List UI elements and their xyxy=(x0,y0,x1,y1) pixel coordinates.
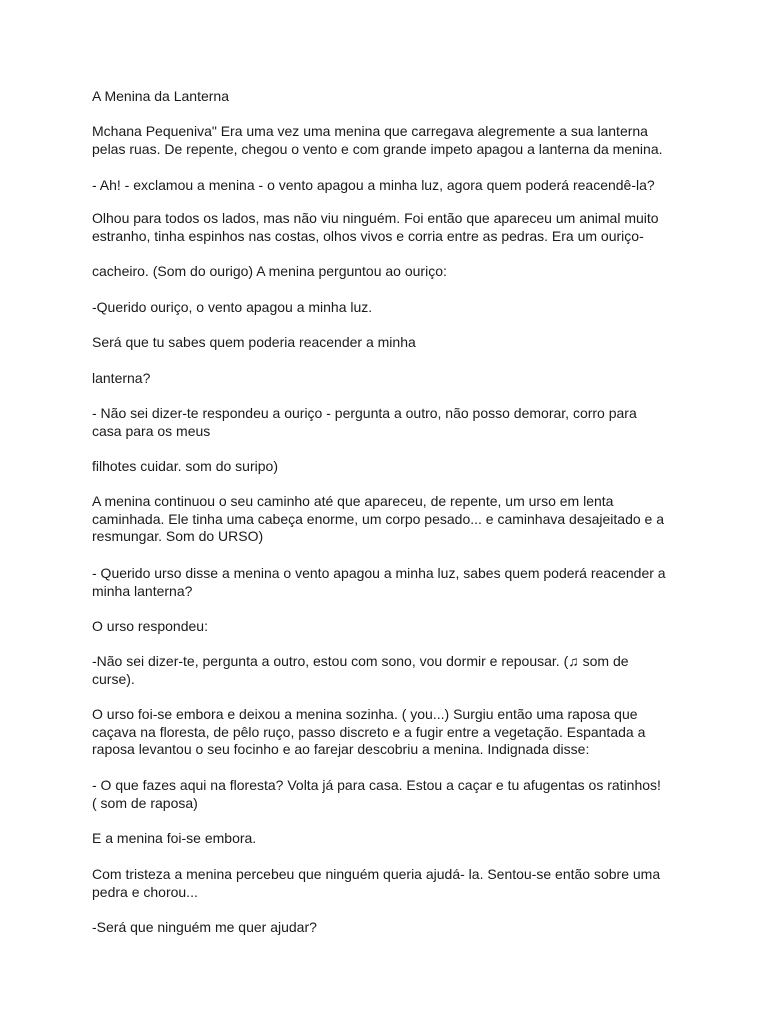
paragraph-line: A menina continuou o seu caminho até que apareceu, de repente, um urso em lenta xyxy=(92,493,614,509)
paragraph-line: Será que tu sabes quem poderia reacender a minha xyxy=(92,334,416,350)
paragraph-15 xyxy=(92,777,692,812)
paragraph-line: lanterna? xyxy=(92,370,151,386)
paragraph-3 xyxy=(92,210,692,245)
paragraph-line: - O que fazes aqui na floresta? Volta já para casa. Estou a caçar e tu afugentas os ratinhos! xyxy=(92,777,661,793)
paragraph-line: -Será que ninguém me quer ajudar? xyxy=(92,919,317,935)
paragraph-line: caminhada. Ele tinha uma cabeça enorme, um corpo pesado... e caminhava desajeitado e a xyxy=(92,510,665,527)
paragraph-14 xyxy=(92,706,692,759)
paragraph-8 xyxy=(92,405,692,440)
paragraph-line: - Ah! - exclamou a menina - o vento apagou a minha luz, agora quem poderá reacendê-la? xyxy=(92,177,655,193)
paragraph-line: caçava na floresta, de pêlo ruço, passo discreto e a fugir entre a vegetação. Espantada a xyxy=(92,723,646,740)
paragraph-line: pelas ruas. De repente, chegou o vento e com grande impeto apagou a lanterna da menina. xyxy=(92,140,663,157)
paragraph-line: Mchana Pequeniva" Era uma vez uma menina que carregava alegremente a sua lanterna xyxy=(92,123,648,139)
paragraph-line: - Não sei dizer-te respondeu a ouriço - pergunta a outro, não posso demorar, corro para xyxy=(92,405,637,421)
paragraph-6 xyxy=(92,334,692,352)
paragraph-line: minha lanterna? xyxy=(92,582,193,599)
paragraph-line: E a menina foi-se embora. xyxy=(92,830,257,846)
paragraph-16 xyxy=(92,830,692,848)
paragraph-5 xyxy=(92,299,692,317)
paragraph-9 xyxy=(92,458,692,476)
document-title xyxy=(92,88,692,106)
paragraph-line: O urso respondeu: xyxy=(92,618,208,634)
paragraph-11 xyxy=(92,565,692,600)
paragraph-line: ( som de raposa) xyxy=(92,794,198,811)
paragraph-line: Olhou para todos os lados, mas não viu ninguém. Foi então que apareceu um animal muito xyxy=(92,210,659,226)
paragraph-line: -Querido ouriço, o vento apagou a minha luz. xyxy=(92,299,373,315)
paragraph-18 xyxy=(92,919,692,937)
paragraph-2 xyxy=(92,177,692,195)
paragraph-line: filhotes cuidar. som do suripo) xyxy=(92,458,278,474)
paragraph-line: Com tristeza a menina percebeu que ninguém queria ajudá- la. Sentou-se então sobre uma xyxy=(92,866,661,882)
paragraph-7 xyxy=(92,370,692,388)
paragraph-line: curse). xyxy=(92,670,135,687)
paragraph-13 xyxy=(92,653,692,688)
paragraph-line: resmungar. Som do URSO) xyxy=(92,528,264,544)
paragraph-line: casa para os meus xyxy=(92,422,211,439)
title-line: A Menina da Lanterna xyxy=(92,88,229,104)
paragraph-line: raposa levantou o seu focinho e ao farejar descobriu a menina. Indignada disse: xyxy=(92,741,590,757)
paragraph-17 xyxy=(92,866,692,901)
paragraph-line: pedra e chorou... xyxy=(92,883,198,900)
paragraph-4 xyxy=(92,263,692,281)
paragraph-12 xyxy=(92,618,692,636)
paragraph-10 xyxy=(92,493,692,546)
paragraph-line: O urso foi-se embora e deixou a menina sozinha. ( you...) Surgiu então uma raposa que xyxy=(92,706,638,722)
paragraph-line: -Não sei dizer-te, pergunta a outro, estou com sono, vou dormir e repousar. (♫ som de xyxy=(92,653,629,669)
paragraph-line: - Querido urso disse a menina o vento apagou a minha luz, sabes quem poderá reacender a xyxy=(92,565,666,581)
paragraph-1 xyxy=(92,123,692,158)
paragraph-line: estranho, tinha espinhos nas costas, olhos vivos e corria entre as pedras. Era um ouriço- xyxy=(92,227,644,244)
paragraph-line: cacheiro. (Som do ourigo) A menina perguntou ao ouriço: xyxy=(92,263,447,279)
